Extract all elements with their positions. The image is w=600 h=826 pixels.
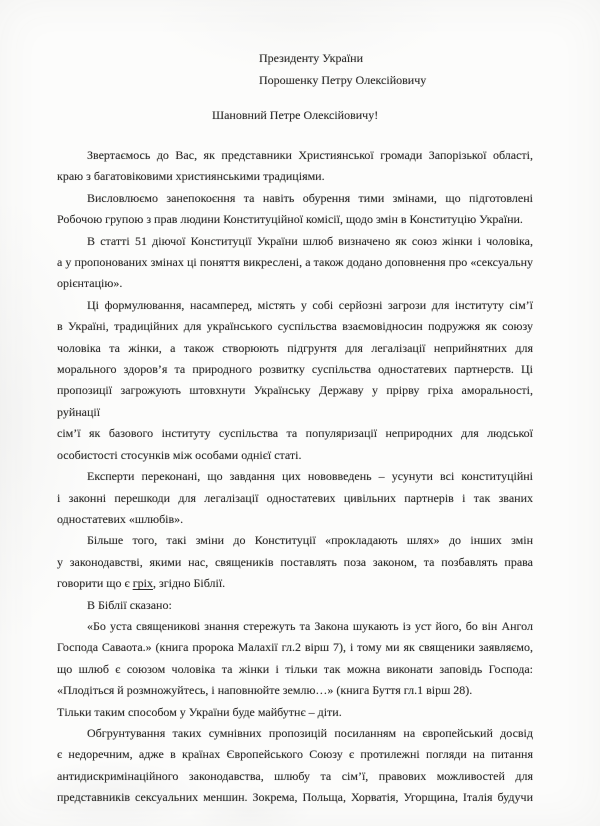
letter-line xyxy=(57,145,533,166)
text-segment: Робочою групою з прав людини Конституційної комісії, щодо змін в Конституцію України. xyxy=(57,212,523,227)
letter-line xyxy=(57,530,533,551)
letter-line xyxy=(57,316,533,337)
text-segment: а у пропонованих змінах ці поняття викреслені, а також додано доповнення про «сексуальну xyxy=(57,255,533,270)
text-segment: одностатевих «шлюбів». xyxy=(57,511,184,526)
text-segment: особистості стосунків між особами однієї статі. xyxy=(57,447,302,462)
paragraph xyxy=(57,466,533,530)
paragraph xyxy=(57,616,533,702)
letter-line xyxy=(57,231,533,252)
paragraph xyxy=(57,145,533,188)
text-segment: В Біблії сказано: xyxy=(87,597,172,612)
letter-line xyxy=(57,659,533,680)
text-segment: морального здоров’я та природного розвитку суспільства одностатевих партнерств. Ці xyxy=(57,362,533,377)
text-segment: , згідно Біблії. xyxy=(152,576,226,591)
text-segment: пропозиції загрожують штовхнути Українську Державу у прірву гріха аморальності, руйнації xyxy=(57,383,533,419)
text-segment: «Бо уста священикові знання стережуть та Закона шукають із уст його, бо він Ангол xyxy=(87,618,533,633)
letter-line xyxy=(57,166,533,187)
letter-line xyxy=(57,680,533,701)
text-segment: і законні перешкоди для легалізації одностатевих цивільних партнерів і так званих xyxy=(57,490,533,505)
paragraph xyxy=(57,702,533,723)
letter-line xyxy=(57,552,533,573)
letter-line xyxy=(57,466,533,487)
text-segment: є недоречним, адже в країнах Європейського Союзу є протилежні погляди на питання xyxy=(57,747,533,762)
text-segment: Тільки таким способом у України буде майбутнє – діти. xyxy=(57,704,342,719)
letter-line xyxy=(57,595,533,616)
letter-line xyxy=(57,423,533,444)
letter-line xyxy=(57,488,533,509)
text-segment: Висловлюємо занепокоєння та навіть обурення тими змінами, що підготовлені xyxy=(87,190,533,205)
letter-line xyxy=(57,573,533,594)
letter-line xyxy=(57,766,533,787)
text-segment: антидискримінаційного законодавства, шлюбу та сім’ї, правових можливостей для xyxy=(57,768,533,783)
paragraph xyxy=(57,530,533,594)
letter-line xyxy=(57,744,533,765)
text-segment: у законодавстві, якими нас, священиків поставлять поза законом, та позбавлять права xyxy=(57,554,533,569)
salutation: Шановний Петре Олексійовичу! xyxy=(212,108,379,122)
letter-line xyxy=(57,338,533,359)
letter-body xyxy=(57,145,533,809)
paragraph xyxy=(57,231,533,295)
letter-line xyxy=(57,787,533,808)
text-segment: Обгрунтування таких сумнівних пропозицій посиланням на європейський досвід xyxy=(87,725,533,740)
text-segment: в Україні, традиційних для українського суспільства взаємовідносин подружжя як союзу xyxy=(57,319,533,334)
recipient-line-2: Порошенку Петру Олексійовичу xyxy=(259,72,427,87)
text-segment: В статті 51 діючої Конституції України шлюб визначено як союз жінки і чоловіка, xyxy=(87,233,533,248)
underlined-word: гріх xyxy=(132,576,153,591)
paragraph xyxy=(57,188,533,231)
text-segment: сім’ї як базового інституту суспільства та популяризації неприродних для людської xyxy=(57,426,533,441)
letter-line xyxy=(57,359,533,380)
paragraph xyxy=(57,723,533,809)
letter-line xyxy=(57,445,533,466)
letter-line xyxy=(57,509,533,530)
letter-line xyxy=(57,252,533,273)
text-segment: краю з багатовіковими християнськими традиціями. xyxy=(57,169,325,184)
text-segment: Ці формулювання, насамперед, містять у собі серйозні загрози для інституту сім’ї xyxy=(87,297,533,312)
paragraph xyxy=(57,595,533,616)
recipient-line-1: Президенту України xyxy=(259,51,364,65)
text-segment: говорити що є xyxy=(57,576,133,591)
text-segment: Господа Саваота.» (книга пророка Малахії гл.2 вірш 7), і тому ми як священики заявляємо, xyxy=(57,640,533,655)
text-segment: Експерти переконані, що завдання цих нововведень – усунути всі конституційні xyxy=(87,469,533,484)
letter-line xyxy=(57,702,533,723)
text-segment: що шлюб є союзом чоловіка та жінки і тільки так можна виконати заповідь Господа: xyxy=(57,661,533,676)
paragraph xyxy=(57,295,533,466)
letter-line xyxy=(57,380,533,423)
letter-line xyxy=(57,295,533,316)
letter-line xyxy=(57,637,533,658)
text-segment: Більше того, такі зміни до Конституції «прокладають шлях» до інших змін xyxy=(87,533,533,548)
recipient-block xyxy=(259,48,426,91)
text-segment: Звертаємось до Вас, як представники Християнської громади Запорізької області, xyxy=(87,148,533,162)
letter-line xyxy=(57,723,533,744)
letter-line xyxy=(57,273,533,294)
text-segment: чоловіка та жінки, а також створюють підгрунтя для легалізації неприйнятних для xyxy=(57,340,533,355)
letter-line xyxy=(57,616,533,637)
letter-line xyxy=(57,209,533,230)
text-segment: «Плодіться й розмножуйтесь, і наповнюйте землю…» (книга Буття гл.1 вірш 28). xyxy=(57,683,473,698)
text-segment: орієнтацію». xyxy=(57,276,123,291)
letter-line xyxy=(57,188,533,209)
text-segment: представників сексуальних меншин. Зокрема, Польща, Хорватія, Угорщина, Італія будучи xyxy=(57,790,533,805)
